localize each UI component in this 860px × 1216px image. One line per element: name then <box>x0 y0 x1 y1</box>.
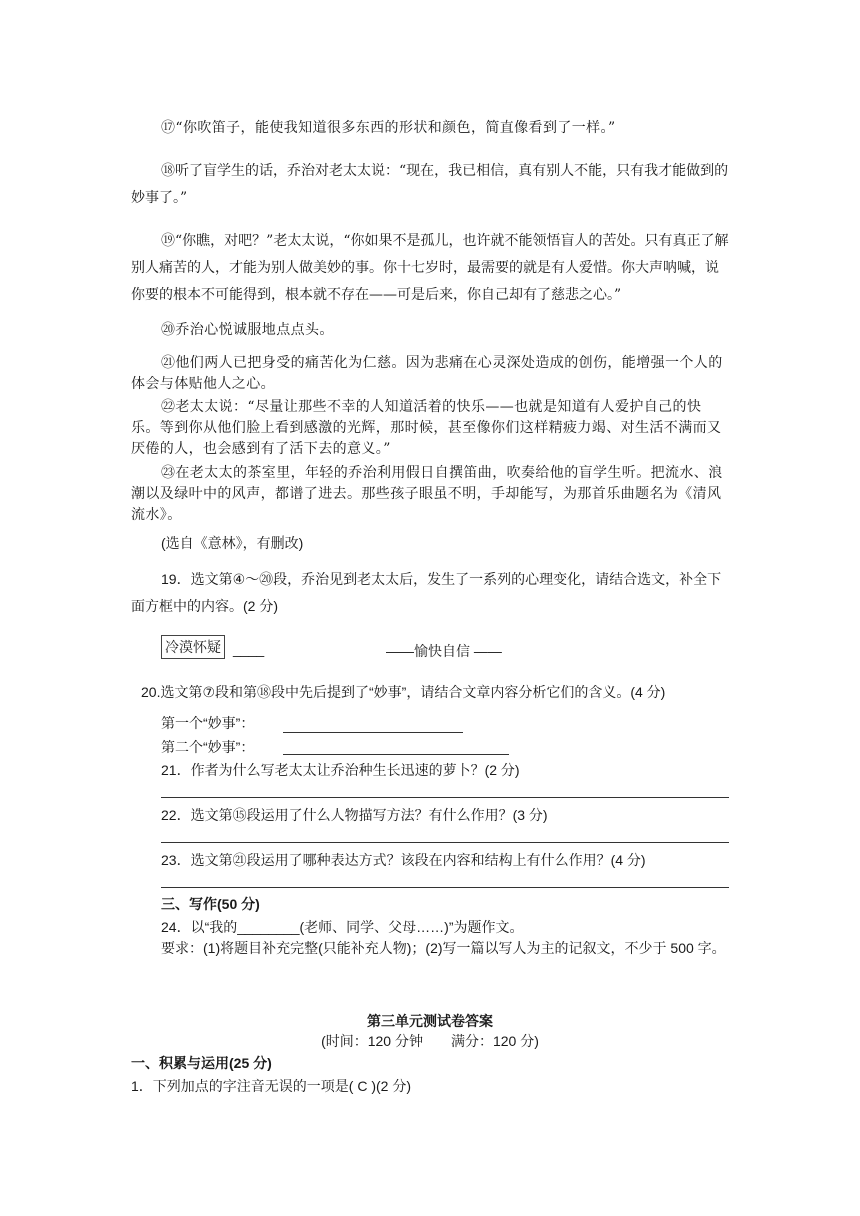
question-24: 24．以“我的________(老师、同学、父母……)”为题作文。 <box>161 919 524 935</box>
q19-chain-happy-confident: ——愉快自信 —— <box>386 643 502 659</box>
q19-blank-1[interactable]: ____ <box>233 641 265 657</box>
question-22: 22．选文第⑮段运用了什么人物描写方法？有什么作用？(3 分) <box>161 807 548 823</box>
writing-requirement: 要求：(1)将题目补充完整(只能补充人物)；(2)写一篇以写人为主的记叙文，不少于 500 字。 <box>161 940 726 956</box>
paragraph-20: ⑳乔治心悦诚服地点点头。 <box>161 322 334 338</box>
q20-first-answer-line[interactable] <box>283 732 463 733</box>
q20-second-answer-line[interactable] <box>283 754 509 755</box>
question-20: 20.选文第⑦段和第⑱段中先后提到了“妙事”，请结合文章内容分析它们的含义。(4 分) <box>141 684 666 700</box>
paragraph-22: ㉒老太太说：“尽量让那些不幸的人知道活着的快乐——也就是知道有人爱护自己的快乐。等到你从他们脸上看到感激的光辉，那时候，甚至像你们这样精疲力竭、对生活不满而又厌倦的人，也会感到有了活下去的意义。” <box>131 399 722 457</box>
question-21: 21．作者为什么写老太太让乔治种生长迅速的萝卜？(2 分) <box>161 762 520 778</box>
source-note: (选自《意林》，有删改) <box>161 535 304 551</box>
q22-answer-line[interactable] <box>161 842 729 843</box>
answer-question-1: 1．下列加点的字注音无误的一项是( C )(2 分) <box>131 1078 411 1094</box>
answer-section-1-heading: 一、积累与运用(25 分) <box>131 1055 272 1071</box>
question-23: 23．选文第㉑段运用了哪种表达方式？该段在内容和结构上有什么作用？(4 分) <box>161 852 646 868</box>
paragraph-19: ⑲“你瞧，对吧？”老太太说，“你如果不是孤儿，也许就不能领悟盲人的苦处。只有真正了解别人痛苦的人，才能为别人做美妙的事。你十七岁时，最需要的就是有人爱惜。你大声呐喊，说你要的根本不可能得到，根本就不存在——可是后来，你自己却有了慈悲之心。” <box>131 233 729 303</box>
q23-answer-line[interactable] <box>161 887 729 888</box>
paragraph-17: ⑰“你吹笛子，能使我知道很多东西的形状和颜色，简直像看到了一样。” <box>161 120 616 136</box>
q20-first-label: 第一个“妙事”： <box>161 715 255 731</box>
question-19: 19．选文第④～⑳段，乔治见到老太太后，发生了一系列的心理变化，请结合选文，补全下面方框中的内容。(2 分) <box>131 571 722 614</box>
q20-second-label: 第二个“妙事”： <box>161 739 255 755</box>
answer-key-title: 第三单元测试卷答案 <box>367 1013 493 1029</box>
writing-heading: 三、写作(50 分) <box>161 896 260 912</box>
q21-answer-line[interactable] <box>161 797 729 798</box>
answer-key-meta: (时间：120 分钟 满分：120 分) <box>321 1033 539 1049</box>
paragraph-21: ㉑他们两人已把身受的痛苦化为仁慈。因为悲痛在心灵深处造成的创伤，能增强一个人的体会与体贴他人之心。 <box>131 355 723 392</box>
q19-box-cold-doubt: 冷漠怀疑 <box>161 635 225 659</box>
paragraph-18: ⑱听了盲学生的话，乔治对老太太说：“现在，我已相信，真有别人不能，只有我才能做到的妙事了。” <box>131 163 729 206</box>
paragraph-23: ㉓在老太太的茶室里，年轻的乔治利用假日自撰笛曲，吹奏给他的盲学生听。把流水、浪潮以及绿叶中的风声，都谱了进去。那些孩子眼虽不明，手却能写，为那首乐曲题名为《清风流水》。 <box>131 465 723 523</box>
